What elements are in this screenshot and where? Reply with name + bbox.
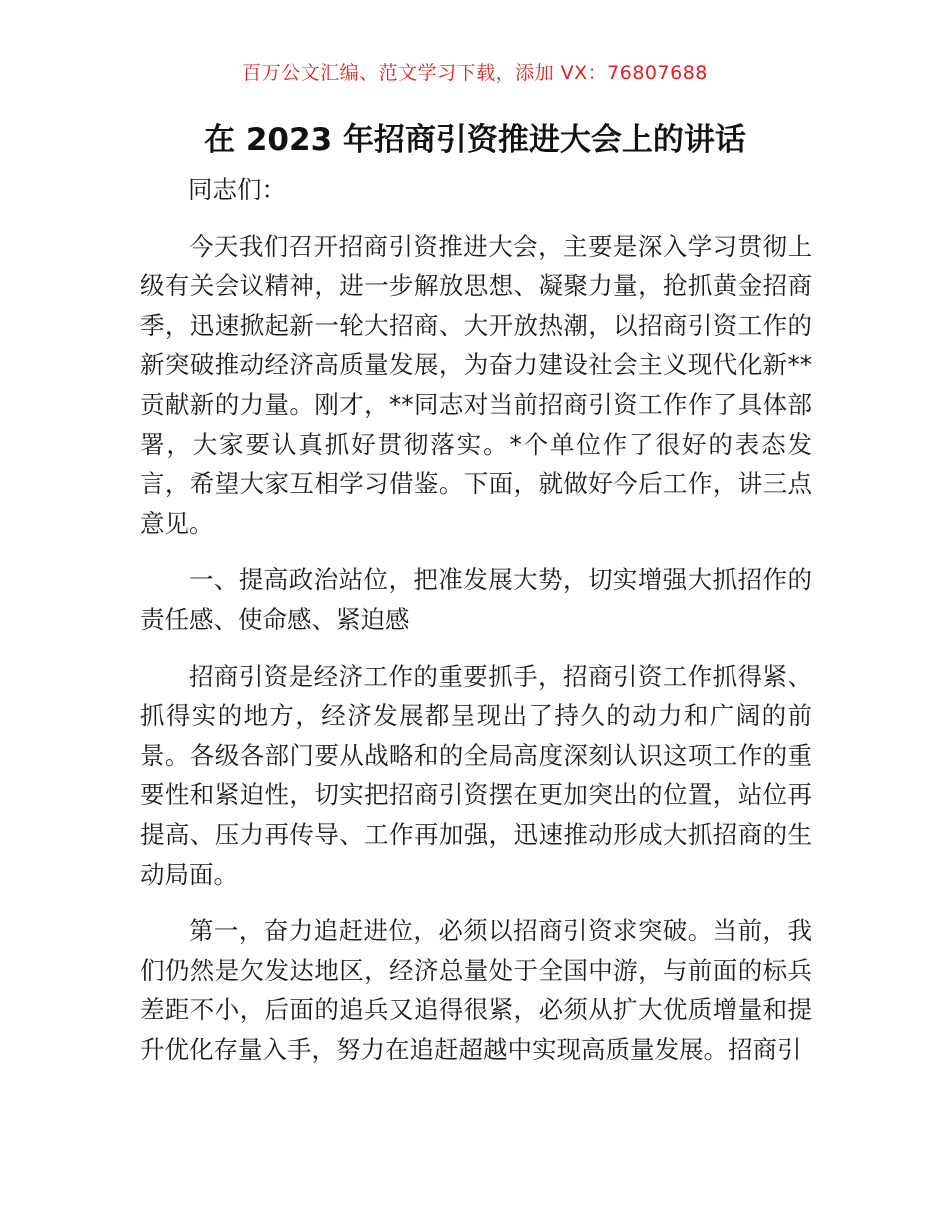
watermark-text: 百万公文汇编、范文学习下载，添加 VX：76807688	[242, 62, 708, 84]
paragraph-intro: 今天我们召开招商引资推进大会，主要是深入学习贯彻上级有关会议精神，进一步解放思想、凝聚力量，抢抓黄金招商季，迅速掀起新一轮大招商、大开放热潮，以招商引资工作的新突破推动经济高质量发展，为奋力建设社会主义现代化新**贡献新的力量。刚才，**同志对当前招商引资工作作了具体部署，大家要认真抓好贯彻落实。*个单位作了很好的表态发言，希望大家互相学习借鉴。下面，就做好今后工作，讲三点意见。	[140, 231, 812, 538]
greeting: 同志们：	[188, 175, 286, 204]
section-heading-1: 一、提高政治站位，把准发展大势，切实增强大抓招作的责任感、使命感、紧迫感	[140, 565, 812, 634]
document-body	[140, 170, 812, 1069]
document-title: 在 2023 年招商引资推进大会上的讲话	[204, 122, 746, 158]
paragraph-first-point: 第一，奋力追赶进位，必须以招商引资求突破。当前，我们仍然是欠发达地区，经济总量处于全国中游，与前面的标兵差距不小，后面的追兵又追得很紧，必须从扩大优质增量和提升优化存量入手，努力在追赶超越中实现高质量发展。招商引	[140, 916, 812, 1064]
paragraph-investment-importance: 招商引资是经济工作的重要抓手，招商引资工作抓得紧、抓得实的地方，经济发展都呈现出了持久的动力和广阔的前景。各级各部门要从战略和的全局高度深刻认识这项工作的重要性和紧迫性，切实把招商引资摆在更加突出的位置，站位再提高、压力再传导、工作再加强，迅速推动形成大抓招商的生动局面。	[140, 661, 812, 889]
